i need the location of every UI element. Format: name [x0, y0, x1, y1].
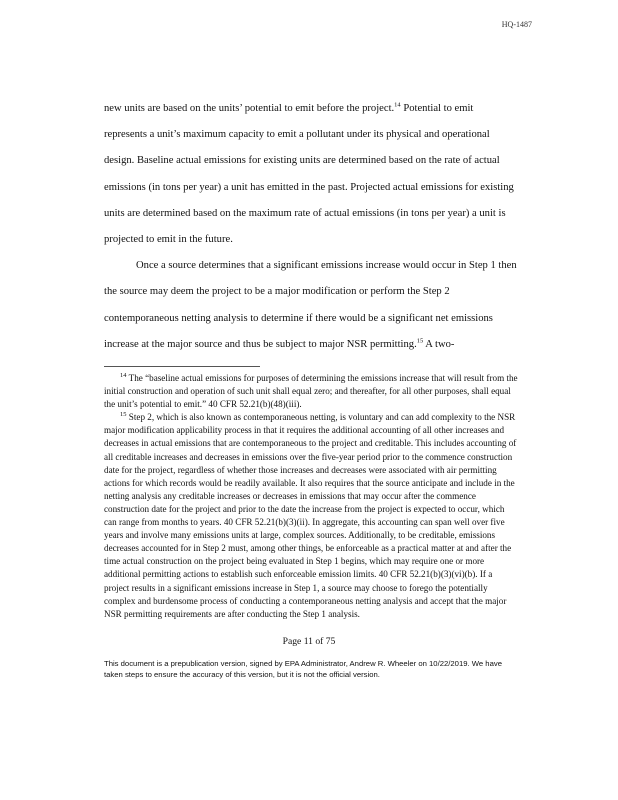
- footnote-number: 14: [120, 371, 127, 379]
- paragraph-2-text-a: Once a source determines that a significant emissions increase would occur in Step 1 then the source may deem the project to be a major modification or perform the Step 2 contemporaneous netting analysis to determine if there would be a significant net emissions increase at the major source and thus be subject to major NSR permitting.: [104, 260, 517, 350]
- paragraph-1-text-b: Potential to emit represents a unit’s maximum capacity to emit a pollutant under its physical and operational design. Baseline actual emissions for existing units are determined based on the rate of actual emissions (in tons per year) a unit has emitted in the past. Projected actual emissions for existing units are determined based on the maximum rate of actual emissions (in tons per year) a unit is projected to emit in the future.: [104, 103, 514, 246]
- paragraph-1: [104, 96, 518, 253]
- body-text: [104, 96, 518, 358]
- document-id: HQ-1487: [501, 20, 532, 29]
- footnotes: [104, 372, 518, 621]
- paragraph-2: [104, 253, 518, 358]
- footnote-separator: [104, 366, 260, 367]
- footnote-number: 15: [120, 411, 127, 419]
- prepublication-disclaimer: This document is a prepublication version, signed by EPA Administrator, Andrew R. Wheeler on 10/22/2019. We have taken steps to ensure the accuracy of this version, but it is not the official version.: [104, 659, 502, 679]
- paragraph-1-text-a: new units are based on the units’ potential to emit before the project.: [104, 103, 395, 114]
- footnote-text: The “baseline actual emissions for purposes of determining the emissions increase that will result from the initial construction and operation of such unit shall equal zero; and thereafter, for all other purposes, shall equal the unit’s potential to emit.” 40 CFR 52.21(b)(48)(iii).: [104, 373, 518, 410]
- page-number: Page 11 of 75: [282, 636, 336, 647]
- footnote-15: [104, 411, 518, 621]
- paragraph-2-text-b: A two-: [423, 338, 455, 350]
- footnote-14: [104, 372, 518, 411]
- footnote-text: Step 2, which is also known as contemporaneous netting, is voluntary and can add complexity to the NSR major modification applicability process in that it requires the additional accounting of all other increases and decreases in actual emissions that are contemporaneous to the project and creditable. This includes accounting of all creditable increases and decreases in emissions over the five-year period prior to the commence construction date for the project, regardless of whether those increases and decreases were associated with air permitting actions for which records would be readily available. It also requires that the source anticipate and include in the netting analysis any creditable increases or decreases in emissions that may occur after the commence construction date for the project and prior to the date the increase from the project is expected to occur, which can range from months to years. 40 CFR 52.21(b)(3)(ii). In aggregate, this accounting can span well over five years and involve many emissions units at large, complex sources. Additionally, to be creditable, emissions decreases accounted for in Step 2 must, among other things, be enforceable as a practical matter at and after the time actual construction on the project being evaluated in Step 1 begins, which may require one or more additional permitting actions to establish such enforceable emission limits. 40 CFR 52.21(b)(3)(vi)(b). If a project results in a significant emissions increase in Step 1, a source may choose to forego the potentially complex and burdensome process of conducting a contemporaneous netting analysis and accept that the major NSR permitting requirements are after conducting the Step 1 analysis.: [104, 412, 517, 619]
- footnote-ref-15[interactable]: 15: [416, 337, 424, 345]
- footnote-ref-14[interactable]: 14: [394, 101, 401, 109]
